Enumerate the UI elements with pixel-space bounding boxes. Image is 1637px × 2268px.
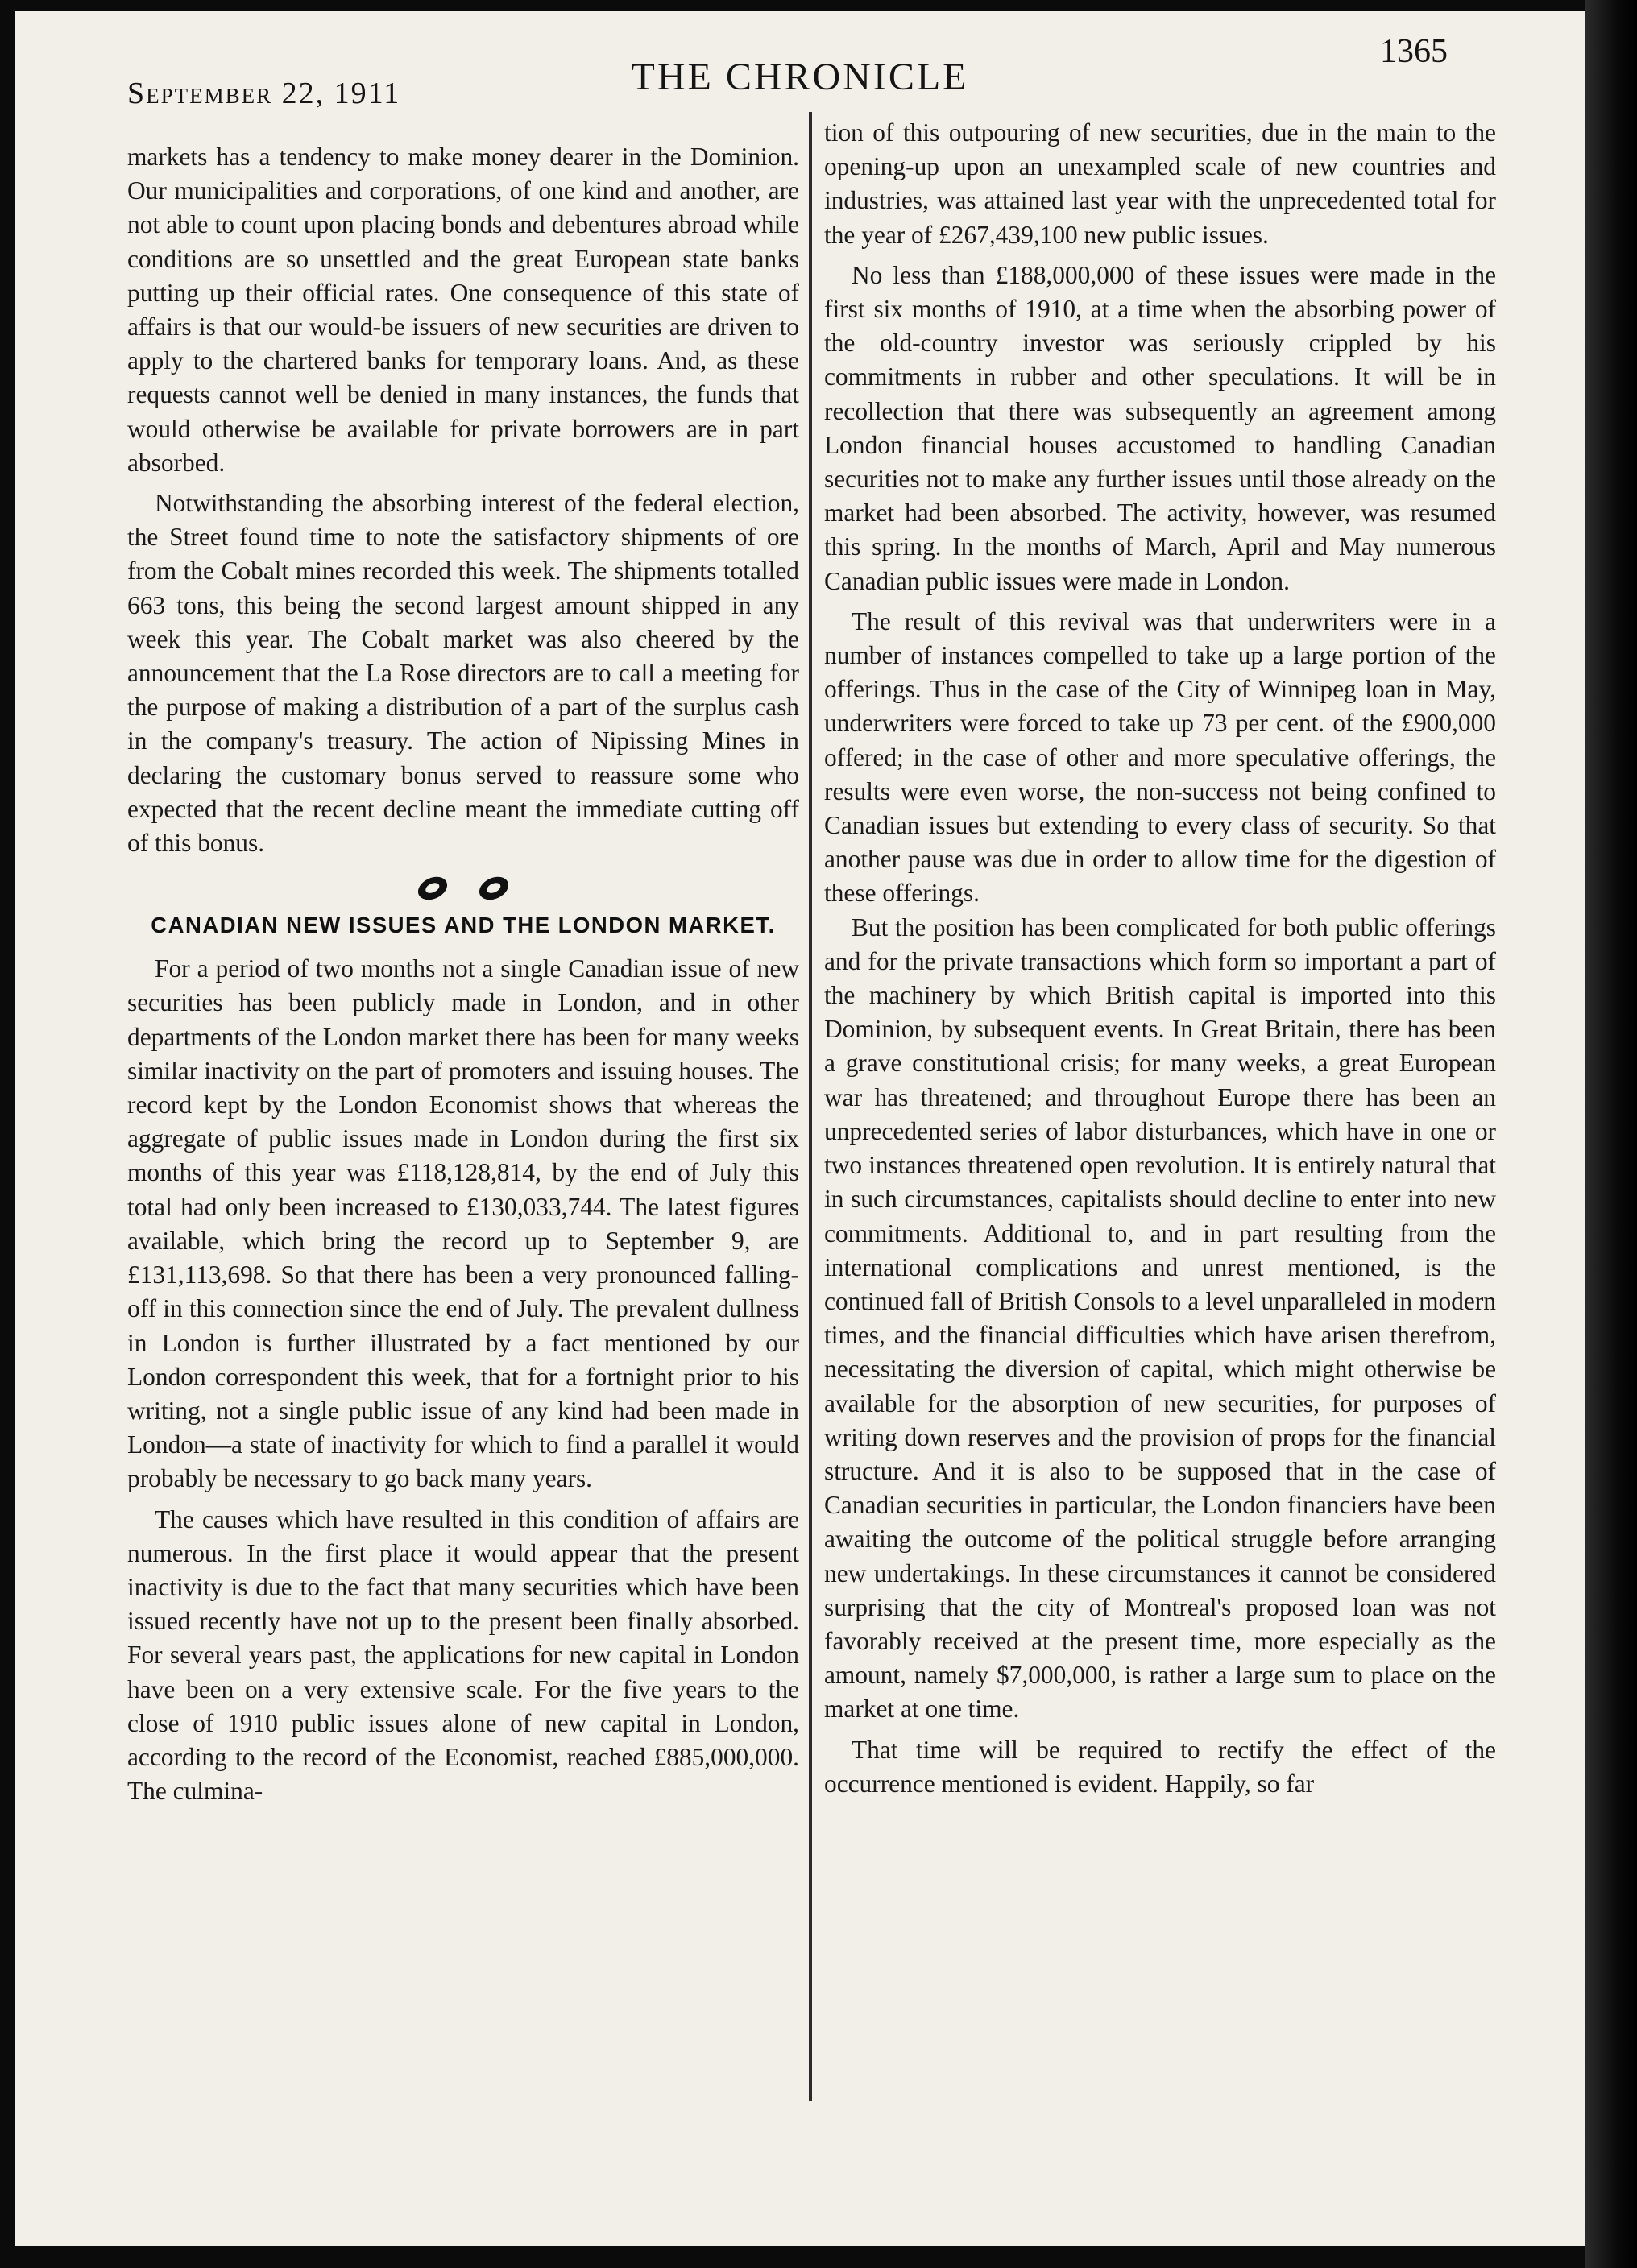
left-column: [127, 140, 799, 2234]
paragraph: That time will be required to rectify the effect of the occurrence mentioned is evident. Happily, so far: [824, 1735, 1496, 1798]
page-number: 1365: [1380, 33, 1448, 70]
page-header: [15, 11, 1585, 108]
publication-title: THE CHRONICLE: [631, 56, 969, 98]
column-divider: [809, 112, 812, 2101]
paragraph: The result of this revival was that underwriters were in a number of instances compelled to take up a large portion of the offerings. Thus in the case of the City of Winnipeg loan in May, underwriters were forced to take up 73 per cent. of the £900,000 offered; in the case of other and more speculative offerings, the results were even worse, the non-success not being confined to Canadian issues but extending to every class of security. So that another pause was due in order to allow time for the digestion of these offerings.: [824, 606, 1496, 908]
right-column: [824, 116, 1496, 2210]
paragraph: No less than £188,000,000 of these issues were made in the first six months of 1910, at a time when the absorbing power of the old-country investor was seriously crippled by his commitments in rubber and other speculations. It will be in recollection that there was subsequently an agreement among London financial houses accustomed to handling Canadian securities not to make any further issues until those already on the market had been absorbed. The activity, however, was resumed this spring. In the months of March, April and May numerous Canadian public issues were made in London.: [824, 260, 1496, 595]
paragraph: But the position has been complicated for both public offerings and for the private transactions which form so important a part of the machinery by which British capital is imported into this Dominion, by subsequent events. In Great Britain, there has been a grave constitutional crisis; for many weeks, a great European war has threatened; and throughout Europe there has been an unprecedented series of labor disturbances, which have in one or two instances threatened open revolution. It is entirely natural that in such circumstances, capitalists should decline to enter into new commitments. Additional to, and in part resulting from the international complications and unrest mentioned, is the continued fall of British Consols to a level unparalleled in modern times, and the financial difficulties which have arisen therefrom, necessitating the diversion of capital, which might otherwise be available for the absorption of new securities, for purposes of writing down reserves and the provision of props for the financial structure. And it is also to be supposed that in the case of Canadian securities in particular, the London financiers have been awaiting the outcome of the political struggle before arranging new undertakings. In these circumstances it cannot be considered surprising that the city of Montreal's proposed loan was not favorably received at the present time, more especially as the amount, namely $7,000,000, is rather a large sum to place on the market at one time.: [824, 913, 1496, 1724]
section-heading: CANADIAN NEW ISSUES AND THE LONDON MARKET.: [151, 913, 776, 938]
paragraph-continued: tion of this outpouring of new securities, due in the main to the opening-up upon an unexampled scale of new countries and industries, was attained last year with the unprecedented total for the year of £267,439,100 new public issues.: [824, 118, 1496, 249]
ornament-icon: [475, 872, 512, 904]
ornament-icon: [414, 872, 450, 904]
scan-edge: [1585, 0, 1637, 2268]
paragraph-continued: markets has a tendency to make money dearer in the Dominion. Our municipalities and corporations, of one kind and another, are not able to count upon placing bonds and debentures abroad while conditions are so unsettled and the great European state banks putting up their official rates. One consequence of this state of affairs is that our would-be issuers of new securities are driven to apply to the chartered banks for temporary loans. And, as these requests cannot well be denied in many instances, the funds that would otherwise be available for private borrowers are in part absorbed.: [127, 143, 799, 477]
paragraph: For a period of two months not a single Canadian issue of new securities has been publicly made in London, and in other departments of the London market there has been for many weeks similar inactivity on the part of promoters and issuing houses. The record kept by the London Economist shows that whereas the aggregate of public issues made in London during the first six months of this year was £118,128,814, by the end of July this total had only been increased to £130,033,744. The latest figures available, which bring the record up to September 9, are £131,113,698. So that there has been a very pronounced falling-off in this connection since the end of July. The prevalent dullness in London is further illustrated by a fact mentioned by our London correspondent this week, that for a fortnight prior to his writing, not a single public issue of any kind had been made in London—a state of inactivity for which to find a parallel it would probably be necessary to go back many years.: [127, 954, 799, 1493]
paragraph: The causes which have resulted in this condition of affairs are numerous. In the first place it would appear that the present inactivity is due to the fact that many securities which have been issued recently have not up to the present been finally absorbed. For several years past, the applications for new capital in London have been on a very extensive scale. For the five years to the close of 1910 public issues alone of new capital in London, according to the record of the Economist, reached £885,000,000. The culmina-: [127, 1504, 799, 1806]
issue-date: September 22, 1911: [127, 77, 401, 110]
newspaper-page: [15, 11, 1585, 2246]
paragraph: Notwithstanding the absorbing interest of the federal election, the Street found time to note the satisfactory shipments of ore from the Cobalt mines recorded this week. The shipments totalled 663 tons, this being the second largest amount shipped in any week this year. The Cobalt market was also cheered by the announcement that the La Rose directors are to call a meeting for the purpose of making a distribution of a part of the surplus cash in the company's treasury. The action of Nipissing Mines in declaring the customary bonus served to reassure some who expected that the recent decline meant the immediate cutting off of this bonus.: [127, 489, 799, 858]
section-ornament: [127, 878, 799, 899]
